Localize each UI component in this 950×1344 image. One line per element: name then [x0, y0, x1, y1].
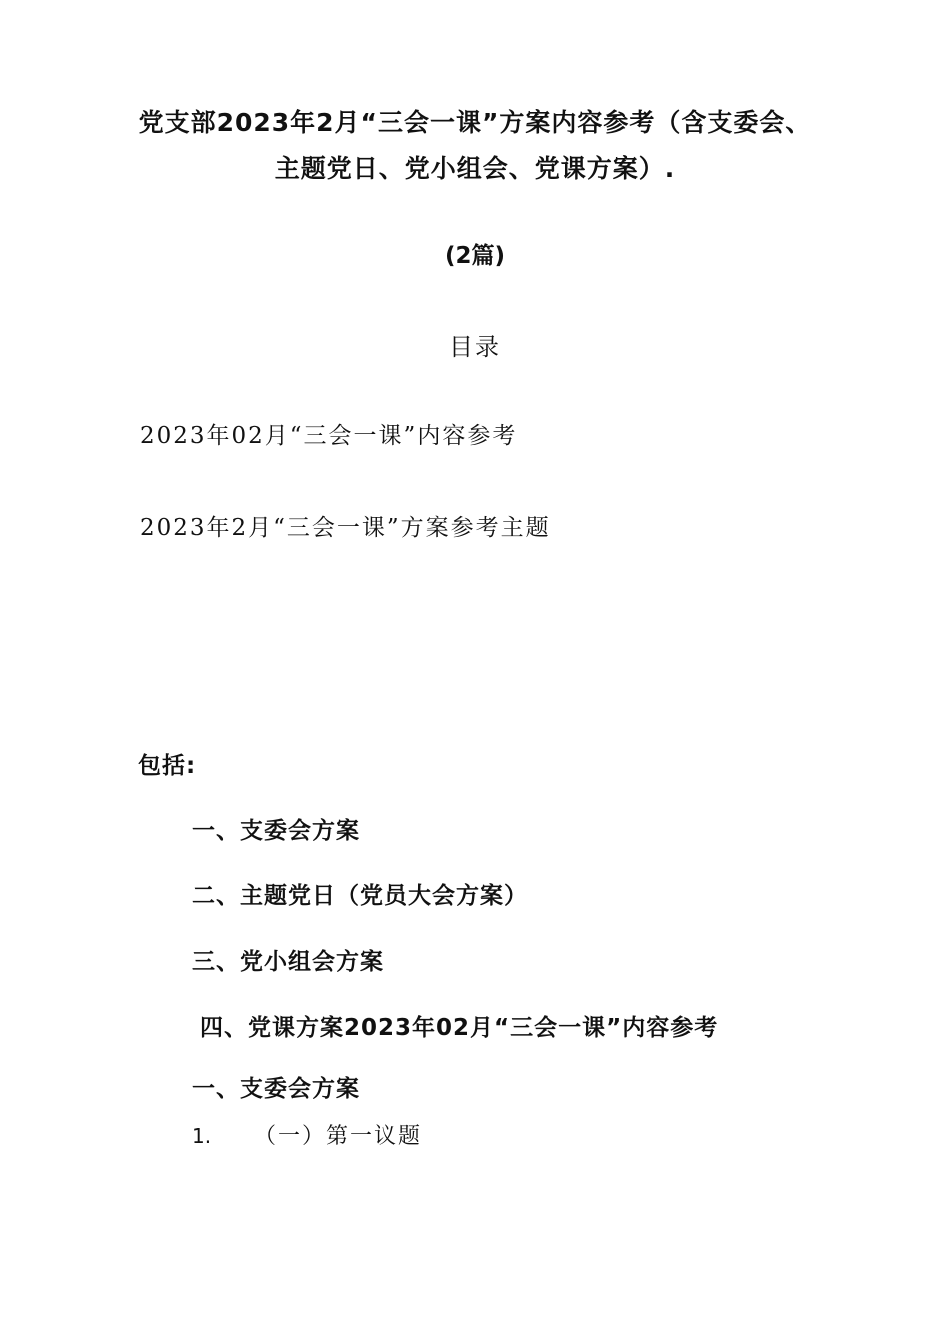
includes-item: 三、党小组会方案 [192, 949, 384, 975]
includes-label: 包括: [138, 753, 197, 779]
toc-item: 2023年2月“三会一课”方案参考主题 [140, 515, 551, 541]
section-heading: 一、支委会方案 [192, 1076, 360, 1102]
toc-heading: 目录 [449, 333, 501, 361]
includes-item: 二、主题党日（党员大会方案） [192, 883, 528, 909]
document-title-line-1: 党支部2023年2月“三会一课”方案内容参考（含支委会、 [138, 108, 812, 137]
document-title-line-2: 主题党日、党小组会、党课方案）. [274, 154, 676, 183]
includes-item: 一、支委会方案 [192, 818, 360, 844]
includes-item: 四、党课方案2023年02月“三会一课”内容参考 [200, 1015, 719, 1041]
numbered-list-item [192, 1120, 422, 1153]
toc-item: 2023年02月“三会一课”内容参考 [140, 423, 518, 449]
list-item-text: （一）第一议题 [254, 1124, 423, 1149]
document-subtitle: (2篇) [444, 243, 506, 269]
list-number: 1. [192, 1124, 212, 1148]
